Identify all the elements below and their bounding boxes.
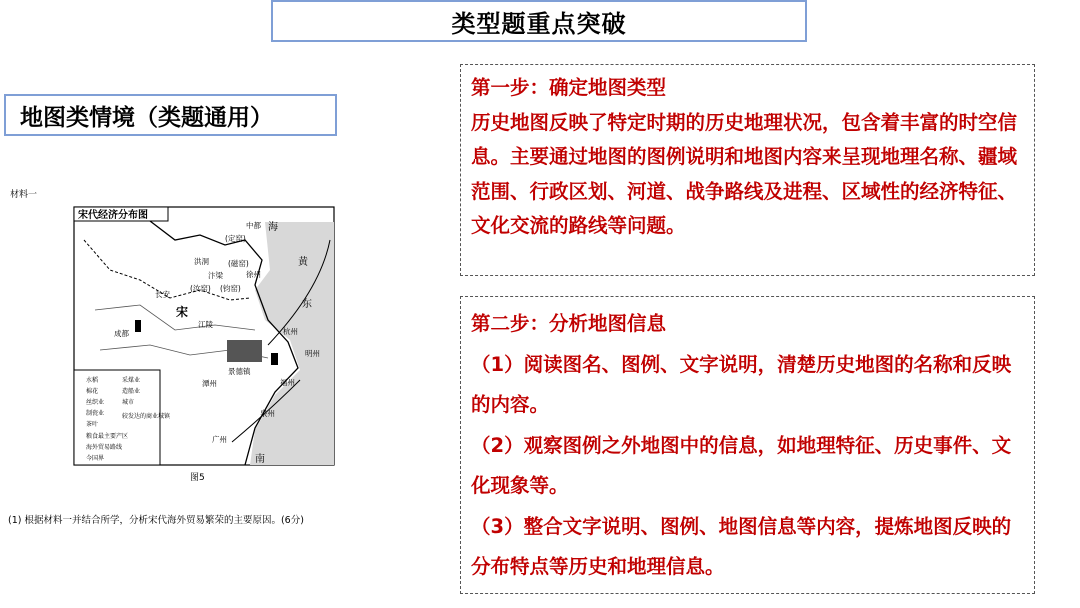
place-jingdezhen: 景德镇: [228, 367, 251, 376]
place-fuzhou: 福州: [280, 378, 295, 387]
legend-trade-route: 海外贸易路线: [86, 444, 123, 451]
step1-body: 历史地图反映了特定时期的历史地理状况，包含着丰富的时空信息。主要通过地图的图例说明和地图内容来呈现地理名称、疆域范围、行政区划、河道、战争路线及进程、区域性的经济特征、文化交流的路线等问题。: [471, 110, 1018, 237]
place-changan: 长安: [155, 290, 170, 299]
place-ciyao: (磁窑): [228, 259, 249, 268]
place-xuzhou: 徐州: [246, 270, 261, 279]
step1-heading: 第一步：确定地图类型: [471, 76, 667, 99]
step2-box: [460, 296, 1035, 594]
legend-national-border: 今国界: [86, 455, 105, 462]
legend-grain-region: 粮食最主要产区: [86, 433, 129, 440]
legend-porcelain: 制瓷业: [86, 410, 105, 417]
place-chengdu: 成都: [114, 329, 129, 338]
legend-rice: 水稻: [86, 377, 99, 384]
step2-item-2: （2）观察图例之外地图中的信息，如地理特征、历史事件、文化现象等。: [471, 433, 1012, 497]
place-song: 宋: [176, 305, 189, 319]
legend-tea: 茶叶: [86, 421, 99, 428]
legend-silk: 丝织业: [86, 399, 105, 406]
city-marker: [271, 353, 278, 365]
place-ruyao: (汝窑): [190, 284, 211, 293]
material-label: 材料一: [10, 190, 38, 200]
grain-region: [227, 340, 262, 362]
song-economic-map: [0, 180, 440, 560]
place-mingzhou: 明州: [305, 349, 320, 358]
material-figure: [0, 180, 440, 560]
place-guangzhou: 广州: [212, 435, 227, 444]
figure-caption: 图5: [190, 473, 205, 483]
step1-box: [460, 64, 1035, 276]
place-tanzhou: 潭州: [202, 379, 217, 388]
legend-commercial-town: 较发达的商业城镇: [122, 413, 171, 420]
sea-label-yellow: 黄: [298, 257, 308, 268]
sea-label: 海: [268, 222, 278, 233]
place-hongdong: 洪洞: [194, 257, 209, 266]
place-bianliang: 汴梁: [208, 271, 223, 280]
question-text: (1) 根据材料一并结合所学，分析宋代海外贸易繁荣的主要原因。(6分): [8, 515, 304, 526]
place-zhongdu: 中都: [246, 221, 261, 230]
page-title: 类型题重点突破: [271, 0, 807, 42]
place-quanzhou: 泉州: [260, 409, 275, 418]
legend-city: 城市: [122, 399, 135, 406]
place-hangzhou: 杭州: [283, 327, 298, 336]
place-junyao: (钧窑): [220, 284, 241, 293]
city-marker: [135, 320, 141, 332]
step2-item-1: （1）阅读图名、图例、文字说明，清楚历史地图的名称和反映的内容。: [471, 352, 1012, 416]
place-dingyao: (定窑): [225, 234, 246, 243]
map-title: 宋代经济分布图: [78, 210, 148, 221]
step2-heading: 第二步：分析地图信息: [471, 312, 667, 335]
legend-cotton: 棉花: [86, 388, 99, 395]
place-jiangling: 江陵: [198, 320, 213, 329]
legend-shipbuilding: 造船业: [122, 388, 141, 395]
sea-label-east: 东: [302, 299, 312, 310]
scenario-label: 地图类情境（类题通用）: [4, 94, 337, 136]
legend-coal: 采煤业: [122, 377, 141, 384]
sea-label-south: 南: [255, 454, 265, 465]
step2-item-3: （3）整合文字说明、图例、地图信息等内容，提炼地图反映的分布特点等历史和地理信息。: [471, 514, 1012, 578]
